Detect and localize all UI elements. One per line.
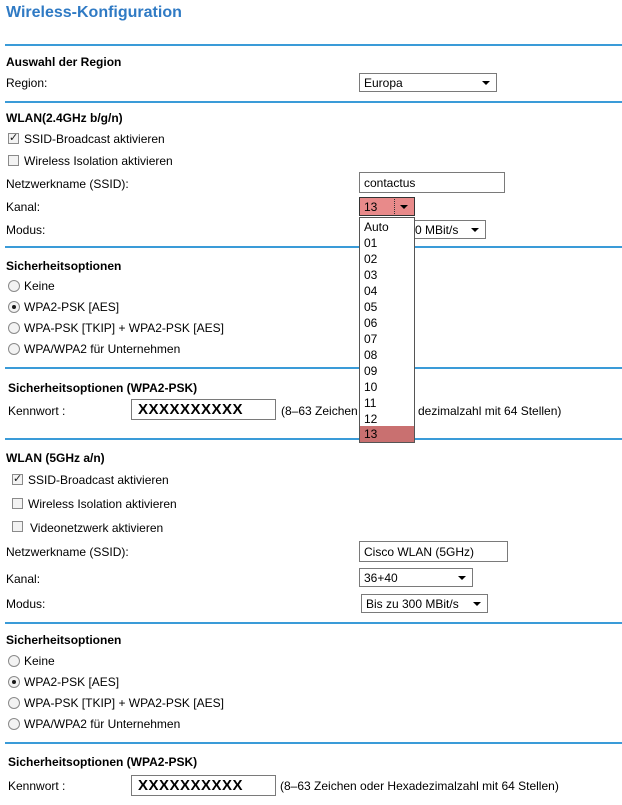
channel-option-01[interactable]: 01 <box>364 236 378 250</box>
wlan24-ssid-broadcast-checkbox[interactable] <box>8 133 19 144</box>
section-divider <box>5 622 622 624</box>
channel-option-06[interactable]: 06 <box>364 316 378 330</box>
wlan24-ssid-value: contactus <box>364 176 416 190</box>
sec24-mixed-label: WPA-PSK [TKIP] + WPA2-PSK [AES] <box>24 321 224 335</box>
sec5-none-label: Keine <box>24 654 55 668</box>
section-divider <box>415 367 622 369</box>
wlan5-isolation-checkbox[interactable] <box>12 498 23 509</box>
wlan24-mode-label: Modus: <box>6 223 46 237</box>
psk24-password-input[interactable] <box>131 399 276 420</box>
sec5-enterprise-radio[interactable] <box>8 718 20 730</box>
wlan5-channel-select[interactable] <box>359 568 473 587</box>
sec5-mixed-radio[interactable] <box>8 697 20 709</box>
chevron-down-icon <box>458 576 466 580</box>
sec24-mixed-radio[interactable] <box>8 322 20 334</box>
channel-option-03[interactable]: 03 <box>364 268 378 282</box>
wlan24-isolation-label: Wireless Isolation aktivieren <box>24 154 173 168</box>
channel-option-04[interactable]: 04 <box>364 284 378 298</box>
psk24-hint-right: dezimalzahl mit 64 Stellen) <box>418 404 562 418</box>
chevron-down-icon <box>473 602 481 606</box>
psk24-password-value: XXXXXXXXXX <box>138 401 244 418</box>
wlan24-ssid-broadcast-label: SSID-Broadcast aktivieren <box>24 132 165 146</box>
wlan24-channel-label: Kanal: <box>6 200 41 214</box>
region-label: Region: <box>6 76 48 90</box>
channel-option-09[interactable]: 09 <box>364 364 378 378</box>
wlan24-heading: WLAN(2.4GHz b/g/n) <box>6 111 123 125</box>
sec24-none-radio[interactable] <box>8 280 20 292</box>
wlan5-ssid-input[interactable] <box>359 541 508 562</box>
channel-option-08[interactable]: 08 <box>364 348 378 362</box>
channel-option-11[interactable]: 11 <box>364 396 377 410</box>
wlan5-channel-label: Kanal: <box>6 572 41 586</box>
wlan5-mode-value: Bis zu 300 MBit/s <box>366 597 459 611</box>
channel-option-auto[interactable]: Auto <box>364 220 389 234</box>
section-divider <box>415 438 622 440</box>
section-divider <box>5 438 360 440</box>
wlan24-channel-dropdown-list[interactable] <box>359 217 415 443</box>
sec5-wpa2-radio[interactable] <box>8 676 20 688</box>
channel-option-13[interactable]: 13 <box>360 426 414 442</box>
sec5-enterprise-label: WPA/WPA2 für Unternehmen <box>24 717 181 731</box>
psk24-label: Kennwort : <box>8 404 66 418</box>
channel-option-05[interactable]: 05 <box>364 300 378 314</box>
wlan24-ssid-label: Netzwerkname (SSID): <box>6 177 129 191</box>
sec5-wpa2-label: WPA2-PSK [AES] <box>24 675 120 689</box>
psk5-hint: (8–63 Zeichen oder Hexadezimalzahl mit 64 Stellen) <box>280 779 559 793</box>
wlan5-isolation-label: Wireless Isolation aktivieren <box>28 497 177 511</box>
psk5-label: Kennwort : <box>8 779 66 793</box>
psk24-hint-left: (8–63 Zeichen <box>281 404 358 418</box>
wlan5-ssid-label: Netzwerkname (SSID): <box>6 545 129 559</box>
channel-option-02[interactable]: 02 <box>364 252 378 266</box>
wlan5-ssid-broadcast-checkbox[interactable] <box>12 474 23 485</box>
page-title: Wireless-Konfiguration <box>6 4 182 21</box>
wlan5-video-label: Videonetzwerk aktivieren <box>30 521 164 535</box>
chevron-down-icon <box>400 205 408 209</box>
section-divider <box>5 367 360 369</box>
wlan24-isolation-checkbox[interactable] <box>8 155 19 166</box>
channel-option-07[interactable]: 07 <box>364 332 378 346</box>
wlan5-heading: WLAN (5GHz a/n) <box>6 451 105 465</box>
sec24-wpa2-label: WPA2-PSK [AES] <box>24 300 120 314</box>
wlan24-channel-value: 13 <box>364 200 378 214</box>
psk5-heading: Sicherheitsoptionen (WPA2-PSK) <box>8 755 198 769</box>
chevron-down-icon <box>482 81 490 85</box>
channel-option-12[interactable]: 12 <box>364 412 378 426</box>
wlan5-ssid-broadcast-label: SSID-Broadcast aktivieren <box>28 473 169 487</box>
section-divider <box>5 742 622 744</box>
section-divider <box>5 44 622 46</box>
region-select[interactable] <box>359 73 497 92</box>
psk24-heading: Sicherheitsoptionen (WPA2-PSK) <box>8 381 198 395</box>
wlan24-channel-select[interactable] <box>359 197 415 216</box>
wlan24-mode-value: 0 MBit/s <box>415 223 459 237</box>
wlan5-ssid-value: Cisco WLAN (5GHz) <box>364 545 475 559</box>
select-divider <box>394 199 396 214</box>
sec24-wpa2-radio[interactable] <box>8 301 20 313</box>
sec24-none-label: Keine <box>24 279 55 293</box>
wlan24-ssid-input[interactable] <box>359 172 505 193</box>
wlan5-mode-select[interactable] <box>361 594 488 613</box>
channel-option-10[interactable]: 10 <box>364 380 378 394</box>
sec24-enterprise-radio[interactable] <box>8 343 20 355</box>
sec5-heading: Sicherheitsoptionen <box>6 633 122 647</box>
region-heading: Auswahl der Region <box>6 55 122 69</box>
wlan5-mode-label: Modus: <box>6 597 46 611</box>
wlan5-video-checkbox[interactable] <box>12 521 23 532</box>
sec5-none-radio[interactable] <box>8 655 20 667</box>
sec5-mixed-label: WPA-PSK [TKIP] + WPA2-PSK [AES] <box>24 696 224 710</box>
section-divider <box>5 101 622 103</box>
psk5-password-input[interactable] <box>131 775 276 796</box>
chevron-down-icon <box>471 228 479 232</box>
wlan5-channel-value: 36+40 <box>364 571 398 585</box>
section-divider <box>415 246 622 248</box>
region-select-value: Europa <box>364 76 403 90</box>
sec24-heading: Sicherheitsoptionen <box>6 259 122 273</box>
section-divider <box>5 246 360 248</box>
sec24-enterprise-label: WPA/WPA2 für Unternehmen <box>24 342 181 356</box>
psk5-password-value: XXXXXXXXXX <box>138 777 244 794</box>
